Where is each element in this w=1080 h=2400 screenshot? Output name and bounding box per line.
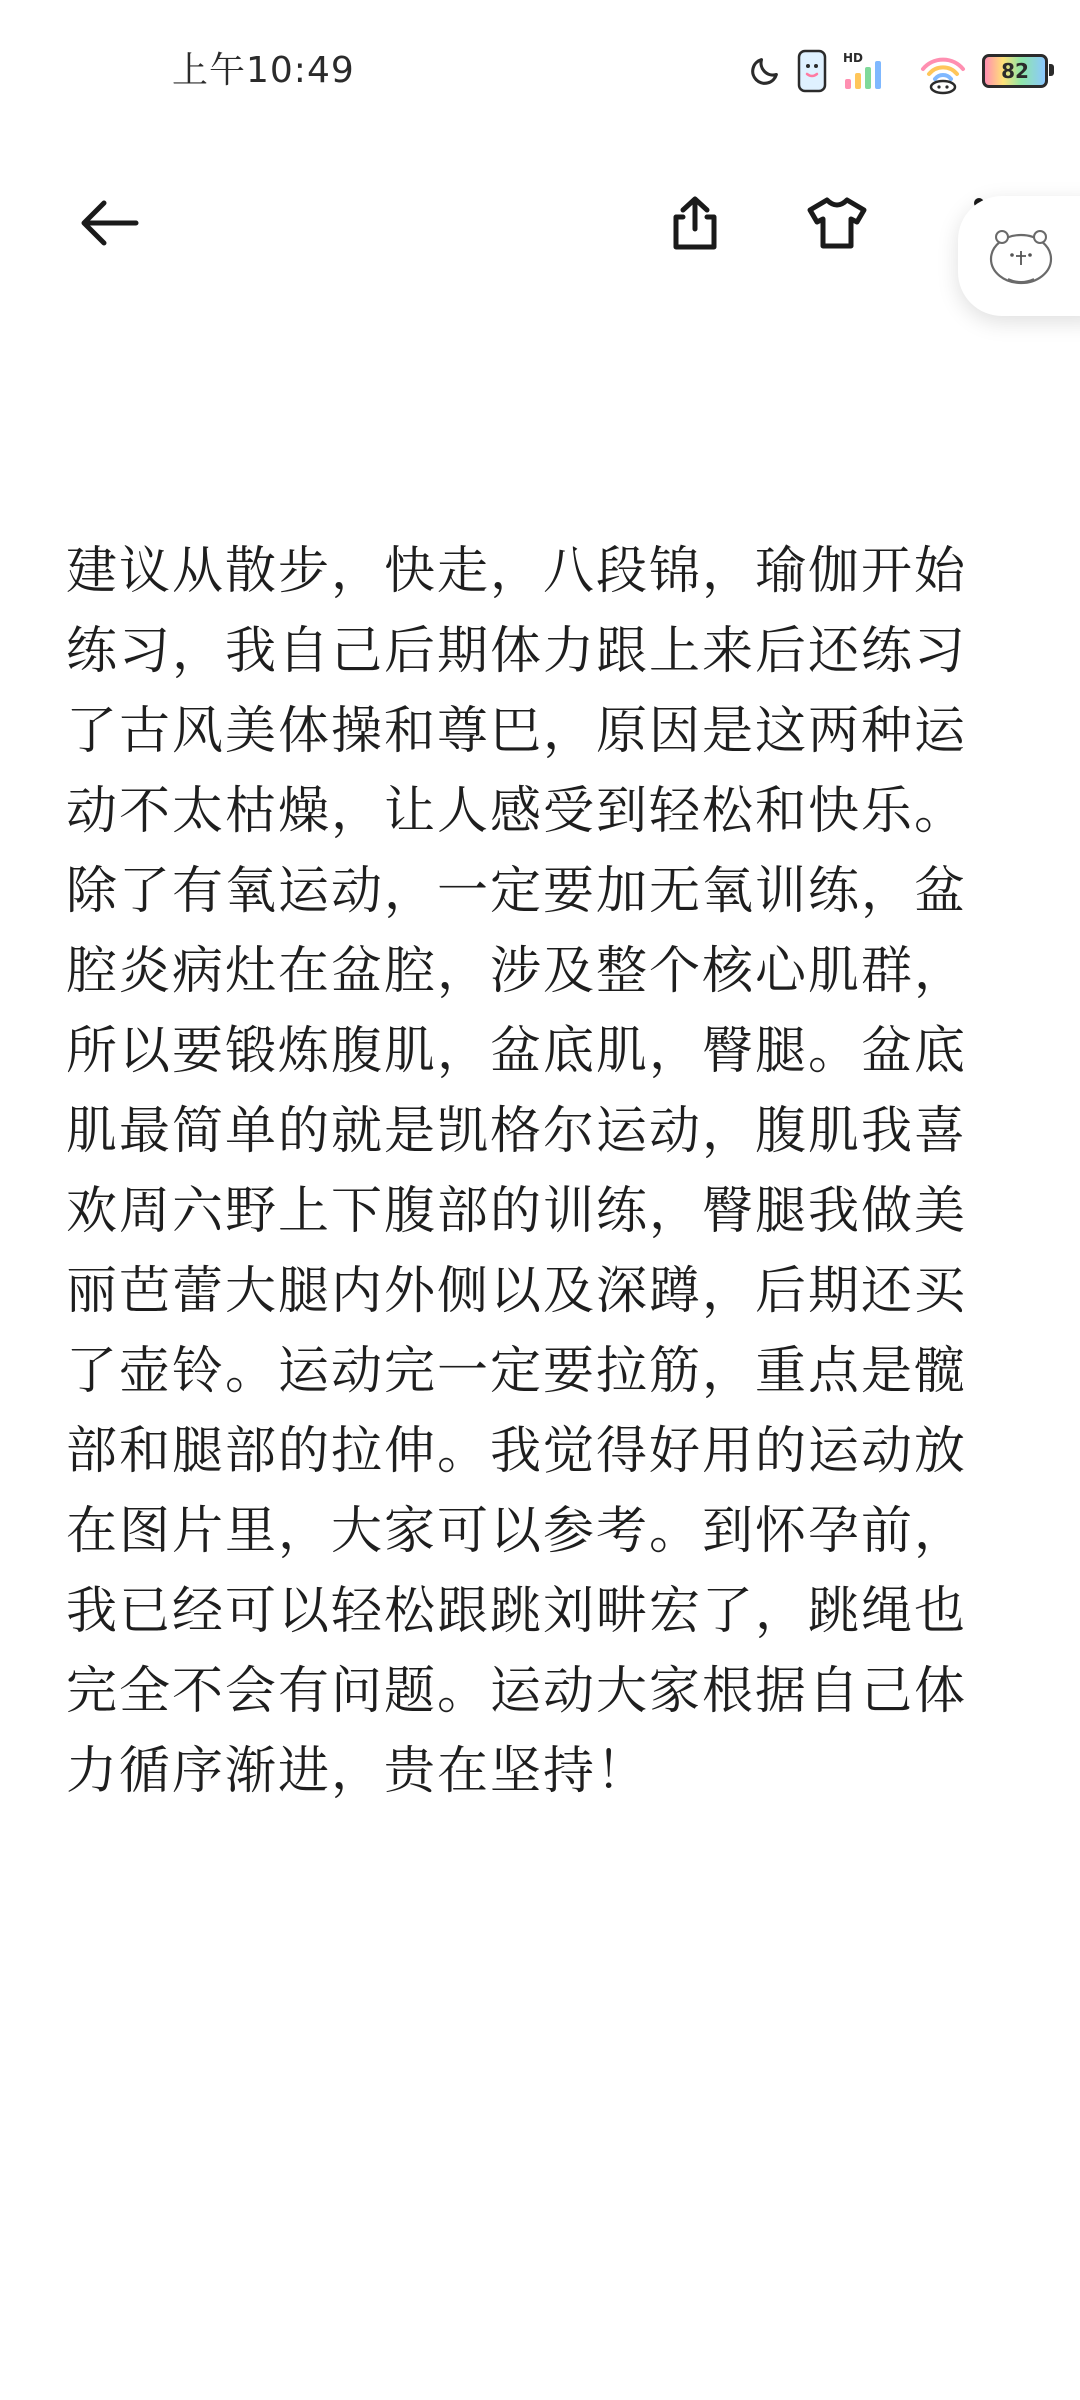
top-toolbar (0, 140, 1080, 260)
tshirt-icon (806, 196, 868, 254)
status-bar (0, 0, 1080, 140)
mascot-icon (986, 221, 1056, 291)
arrow-left-icon (78, 198, 140, 252)
share-button[interactable] (650, 180, 740, 270)
hd-label: HD (843, 51, 864, 65)
status-time: 上午10:49 (172, 50, 355, 91)
back-button[interactable] (64, 180, 154, 270)
skin-button[interactable] (792, 180, 882, 270)
signal-icon (842, 49, 886, 93)
status-icons (748, 44, 1048, 98)
article-content (66, 532, 986, 1812)
phone-sticker-icon (796, 49, 828, 93)
moon-icon (748, 54, 782, 88)
floating-assistant-tab[interactable] (958, 196, 1080, 316)
wifi-icon (918, 47, 968, 95)
battery-icon (982, 54, 1048, 88)
article-body: 建议从散步，快走，八段锦，瑜伽开始练习，我自己后期体力跟上来后还练习了古风美体操和尊巴，原因是这两种运动不太枯燥，让人感受到轻松和快乐。除了有氧运动，一定要加无氧训练，盆腔炎病灶在盆腔，涉及整个核心肌群，所以要锻炼腹肌，盆底肌，臀腿。盆底肌最简单的就是凯格尔运动，腹肌我喜欢周六野上下腹部的训练，臀腿我做美丽芭蕾大腿内外侧以及深蹲，后期还买了壶铃。运动完一定要拉筋，重点是髋部和腿部的拉伸。我觉得好用的运动放在图片里，大家可以参考。到怀孕前，我已经可以轻松跟跳刘畊宏了，跳绳也完全不会有问题。运动大家根据自己体力循序渐进，贵在坚持！ (66, 542, 968, 1801)
battery-level: 82 (982, 54, 1048, 88)
share-icon (669, 195, 721, 255)
